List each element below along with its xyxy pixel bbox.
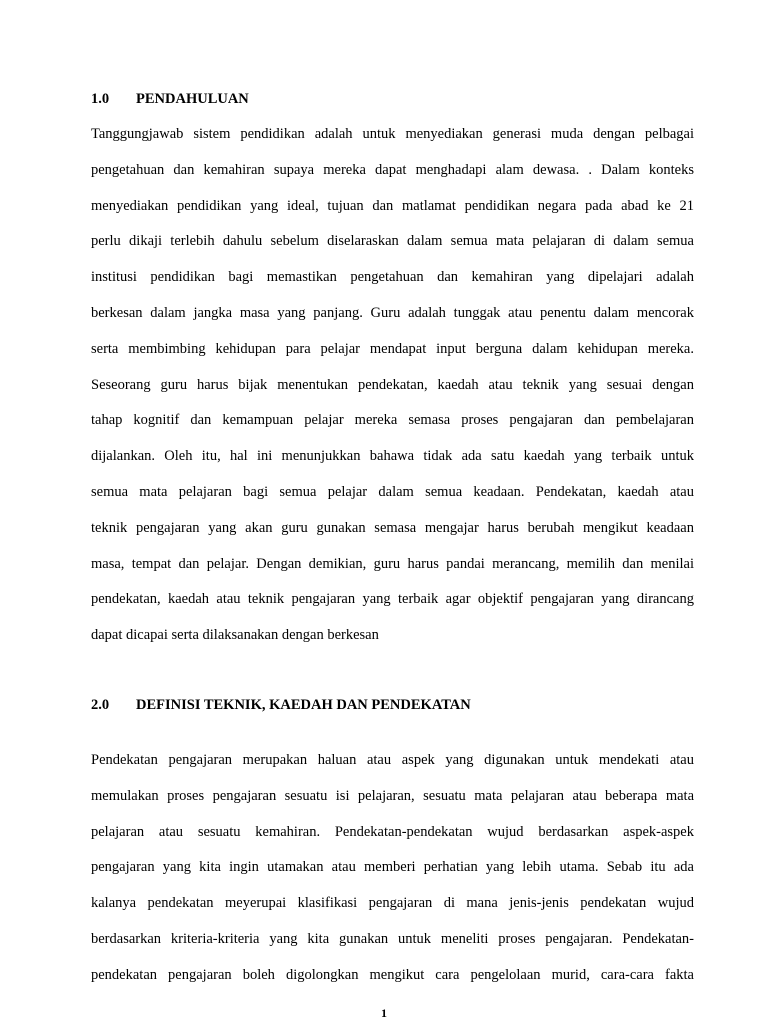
paragraph-line <box>91 589 694 625</box>
paragraph-line <box>91 786 694 822</box>
paragraph-line <box>91 267 694 303</box>
line-text: tahap kognitif dan kemampuan pelajar mereka semasa proses pengajaran dan pembelajaran <box>91 412 694 429</box>
paragraph-line <box>91 339 694 375</box>
paragraph-line <box>91 625 694 661</box>
line-text: berdasarkan kriteria-kriteria yang kita gunakan untuk meneliti proses pengajaran. Pendekatan- <box>91 930 694 947</box>
line-text: Pendekatan pengajaran merupakan haluan atau aspek yang digunakan untuk mendekati atau <box>91 752 694 768</box>
line-text: institusi pendidikan bagi memastikan pengetahuan dan kemahiran yang dipelajari adalah <box>91 269 694 286</box>
section-2-title: DEFINISI TEKNIK, KAEDAH DAN PENDEKATAN <box>136 697 471 713</box>
section-2-heading <box>91 697 471 714</box>
line-text: serta membimbing kehidupan para pelajar mendapat input berguna dalam kehidupan mereka. <box>91 340 694 357</box>
paragraph-line <box>91 929 694 965</box>
paragraph-line <box>91 857 694 893</box>
line-text: memulakan proses pengajaran sesuatu isi pelajaran, sesuatu mata pelajaran atau beberapa mata <box>91 787 694 804</box>
section-1-heading <box>91 91 249 108</box>
paragraph-line <box>91 231 694 267</box>
section-1-paragraph <box>91 124 694 661</box>
section-1-number: 1.0 <box>91 91 110 107</box>
line-text: berkesan dalam jangka masa yang panjang. Guru adalah tunggak atau penentu dalam mencorak <box>91 304 694 321</box>
section-2-paragraph <box>91 750 694 1001</box>
paragraph-line <box>91 160 694 196</box>
line-text: dapat dicapai serta dilaksanakan dengan berkesan <box>91 627 379 644</box>
line-text: semua mata pelajaran bagi semua pelajar dalam semua keadaan. Pendekatan, kaedah atau <box>91 483 694 500</box>
line-text: pengajaran yang kita ingin utamakan atau memberi perhatian yang lebih utama. Sebab itu ada <box>91 859 694 876</box>
line-text: pendekatan, kaedah atau teknik pengajaran yang terbaik agar objektif pengajaran yang dirancang <box>91 591 694 608</box>
line-text: kalanya pendekatan meyerupai klasifikasi pengajaran di mana jenis-jenis pendekatan wujud <box>91 895 694 912</box>
paragraph-line <box>91 446 694 482</box>
paragraph-line <box>91 893 694 929</box>
paragraph-line <box>91 965 694 1001</box>
line-text: pelajaran atau sesuatu kemahiran. Pendekatan-pendekatan wujud berdasarkan aspek-aspek <box>91 823 694 840</box>
line-text: Tanggungjawab sistem pendidikan adalah untuk menyediakan generasi muda dengan pelbagai <box>91 126 694 142</box>
line-text: Seseorang guru harus bijak menentukan pendekatan, kaedah atau teknik yang sesuai dengan <box>91 376 694 393</box>
paragraph-line <box>91 750 694 786</box>
line-text: pendekatan pengajaran boleh digolongkan mengikut cara pengelolaan murid, cara-cara fakta <box>91 966 694 983</box>
paragraph-line <box>91 196 694 232</box>
section-2-number: 2.0 <box>91 697 110 713</box>
paragraph-line <box>91 303 694 339</box>
line-text: pengetahuan dan kemahiran supaya mereka dapat menghadapi alam dewasa. . Dalam konteks <box>91 161 694 178</box>
line-text: menyediakan pendidikan yang ideal, tujuan dan matlamat pendidikan negara pada abad ke 21 <box>91 197 694 214</box>
paragraph-line <box>91 518 694 554</box>
line-text: dijalankan. Oleh itu, hal ini menunjukkan bahawa tidak ada satu kaedah yang terbaik untuk <box>91 448 694 465</box>
paragraph-line <box>91 554 694 590</box>
paragraph-line <box>91 124 694 160</box>
line-text: teknik pengajaran yang akan guru gunakan semasa mengajar harus berubah mengikut keadaan <box>91 519 694 536</box>
paragraph-line <box>91 822 694 858</box>
section-1-title: PENDAHULUAN <box>136 91 249 107</box>
page-number: 1 <box>381 1006 387 1020</box>
line-text: masa, tempat dan pelajar. Dengan demikian, guru harus pandai merancang, memilih dan menilai <box>91 555 694 572</box>
line-text: perlu dikaji terlebih dahulu sebelum diselaraskan dalam semua mata pelajaran di dalam semua <box>91 233 694 250</box>
paragraph-line <box>91 482 694 518</box>
paragraph-line <box>91 410 694 446</box>
paragraph-line <box>91 375 694 411</box>
